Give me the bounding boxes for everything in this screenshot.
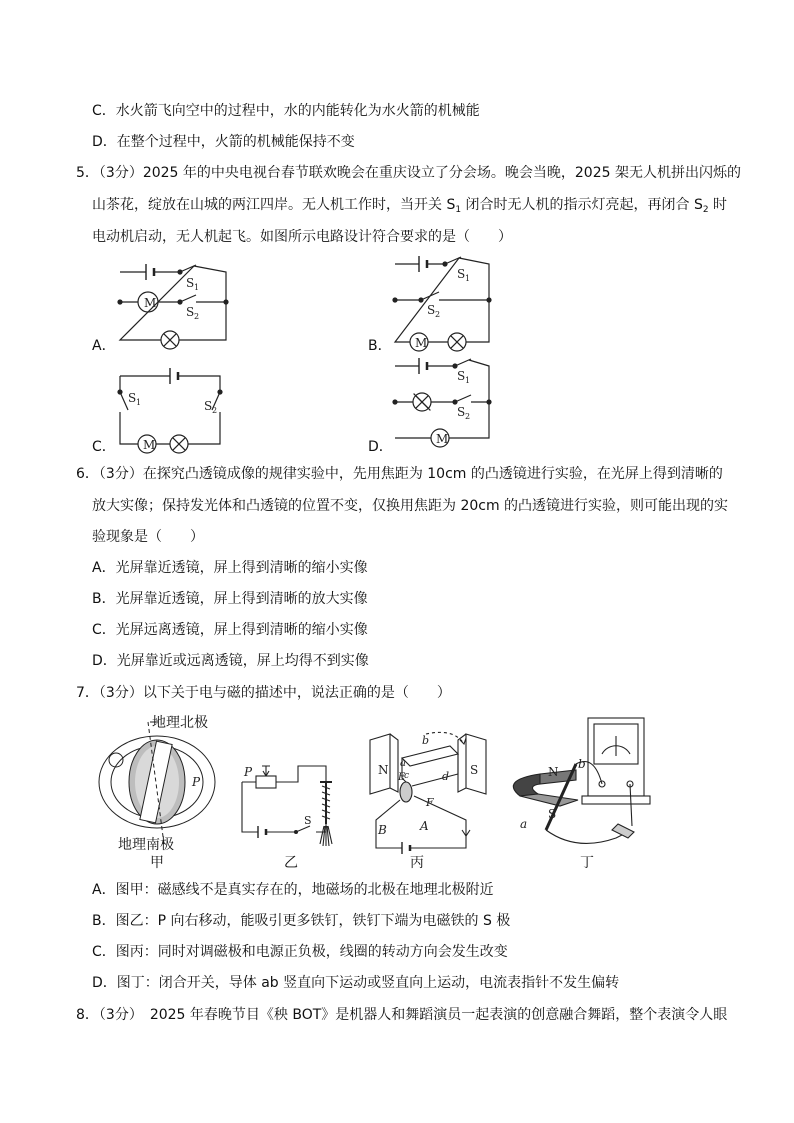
geo-south-label: 地理南极: [118, 837, 174, 853]
q4-option-d: D．在整个过程中，火箭的机械能保持不变: [92, 134, 355, 150]
q7-option-d: D．图丁：闭合开关，导体 ab 竖直向下运动或竖直向上运动，电流表指针不发生偏转: [92, 975, 620, 991]
svg-text:F: F: [426, 796, 434, 809]
q5-stem-line1: 5．（3分）2025 年的中央电视台春节联欢晚会在重庆设立了分会场。晚会当晚，2025 架无人机拼出闪烁的: [76, 165, 741, 181]
svg-text:1: 1: [194, 283, 200, 292]
figure-caption-jia: 甲: [150, 855, 164, 871]
q7-option-c: C．图丙：同时对调磁极和电源正负极，线圈的转动方向会发生改变: [92, 944, 508, 960]
svg-text:B: B: [378, 823, 387, 837]
q6-stem-line2: 放大实像；保持发光体和凸透镜的位置不变，仅换用焦距为 20cm 的凸透镜进行实验，则可能出现的实: [92, 498, 729, 514]
svg-text:a: a: [400, 758, 406, 769]
circuit-diagram-b: [393, 254, 491, 350]
svg-text:P: P: [244, 765, 253, 779]
circuit-diagram-a: [118, 260, 228, 350]
svg-text:S: S: [186, 276, 195, 290]
svg-text:S: S: [427, 303, 436, 317]
svg-text:S: S: [128, 391, 137, 405]
circuit-diagram-d: [393, 356, 491, 452]
q5-stem-line3: 电动机启动，无人机起飞。如图所示电路设计符合要求的是（ ）: [92, 229, 512, 245]
svg-text:d: d: [442, 770, 450, 783]
q5-label-b: B．: [368, 338, 392, 354]
q5-label-d: D．: [368, 439, 393, 455]
q5-label-a: A．: [92, 338, 116, 354]
geo-north-label: 地理北极: [152, 715, 208, 731]
svg-text:E: E: [398, 772, 406, 783]
svg-text:S: S: [457, 267, 466, 281]
figure-caption-bing: 丙: [410, 855, 424, 871]
svg-text:M: M: [436, 432, 449, 446]
figure-caption-yi: 乙: [284, 855, 298, 871]
svg-text:N: N: [378, 763, 389, 777]
motor-label: M: [144, 296, 157, 310]
figure-jia-earth-magnetic-field: [92, 712, 222, 852]
figure-caption-ding: 丁: [580, 855, 594, 871]
q7-option-a: A．图甲：磁感线不是真实存在的，地磁场的北极在地理北极附近: [92, 882, 494, 898]
q6-stem-line3: 验现象是（ ）: [92, 529, 204, 545]
q4-option-c: C．水火箭飞向空中的过程中，水的内能转化为水火箭的机械能: [92, 103, 480, 119]
figure-ding-induction: [506, 714, 656, 854]
svg-text:2: 2: [465, 412, 471, 421]
svg-text:S: S: [457, 369, 466, 383]
svg-text:2: 2: [194, 312, 200, 321]
q6-option-a: A．光屏靠近透镜，屏上得到清晰的缩小实像: [92, 560, 368, 576]
q7-option-b: B．图乙：P 向右移动，能吸引更多铁钉，铁钉下端为电磁铁的 S 极: [92, 913, 511, 929]
q5-label-c: C．: [92, 439, 116, 455]
svg-text:S: S: [186, 305, 195, 319]
q7-stem-line1: 7．（3分）以下关于电与磁的描述中，说法正确的是（ ）: [76, 685, 451, 701]
svg-text:1: 1: [465, 376, 471, 385]
svg-text:S: S: [204, 399, 213, 413]
svg-text:2: 2: [212, 406, 218, 415]
svg-text:N: N: [548, 765, 559, 779]
svg-text:1: 1: [465, 274, 471, 283]
q5-stem-line2: 山茶花，绽放在山城的两江四岸。无人机工作时，当开关 $S_1$ 闭合时无人机的指示灯亮起，再闭合 $S_2$ 时: [92, 197, 728, 215]
svg-text:a: a: [520, 817, 528, 831]
svg-text:M: M: [143, 438, 156, 452]
svg-text:S: S: [470, 763, 479, 777]
svg-text:S: S: [548, 807, 557, 821]
q6-option-b: B．光屏靠近透镜，屏上得到清晰的放大实像: [92, 591, 368, 607]
svg-text:S: S: [457, 405, 466, 419]
svg-text:A: A: [420, 819, 429, 833]
svg-text:b: b: [578, 757, 586, 771]
svg-text:M: M: [415, 336, 428, 350]
svg-text:P: P: [192, 775, 201, 789]
svg-text:S: S: [304, 814, 312, 827]
q6-stem-line1: 6．（3分）在探究凸透镜成像的规律实验中，先用焦距为 10cm 的凸透镜进行实验，在光屏上得到清晰的: [76, 466, 723, 482]
figure-bing-motor: [362, 730, 494, 858]
circuit-diagram-c: [118, 364, 224, 454]
svg-text:c: c: [404, 771, 410, 781]
q8-stem-line1: 8．（3分） 2025 年春晚节目《秧 BOT》是机器人和舞蹈演员一起表演的创意融合舞蹈，整个表演令人眼: [76, 1007, 728, 1023]
figure-yi-electromagnet: [236, 762, 336, 852]
q6-option-d: D．光屏靠近或远离透镜，屏上均得不到实像: [92, 653, 369, 669]
svg-text:1: 1: [136, 398, 142, 407]
svg-text:b: b: [422, 734, 430, 747]
q6-option-c: C．光屏远离透镜，屏上得到清晰的缩小实像: [92, 622, 368, 638]
svg-text:2: 2: [435, 310, 441, 319]
